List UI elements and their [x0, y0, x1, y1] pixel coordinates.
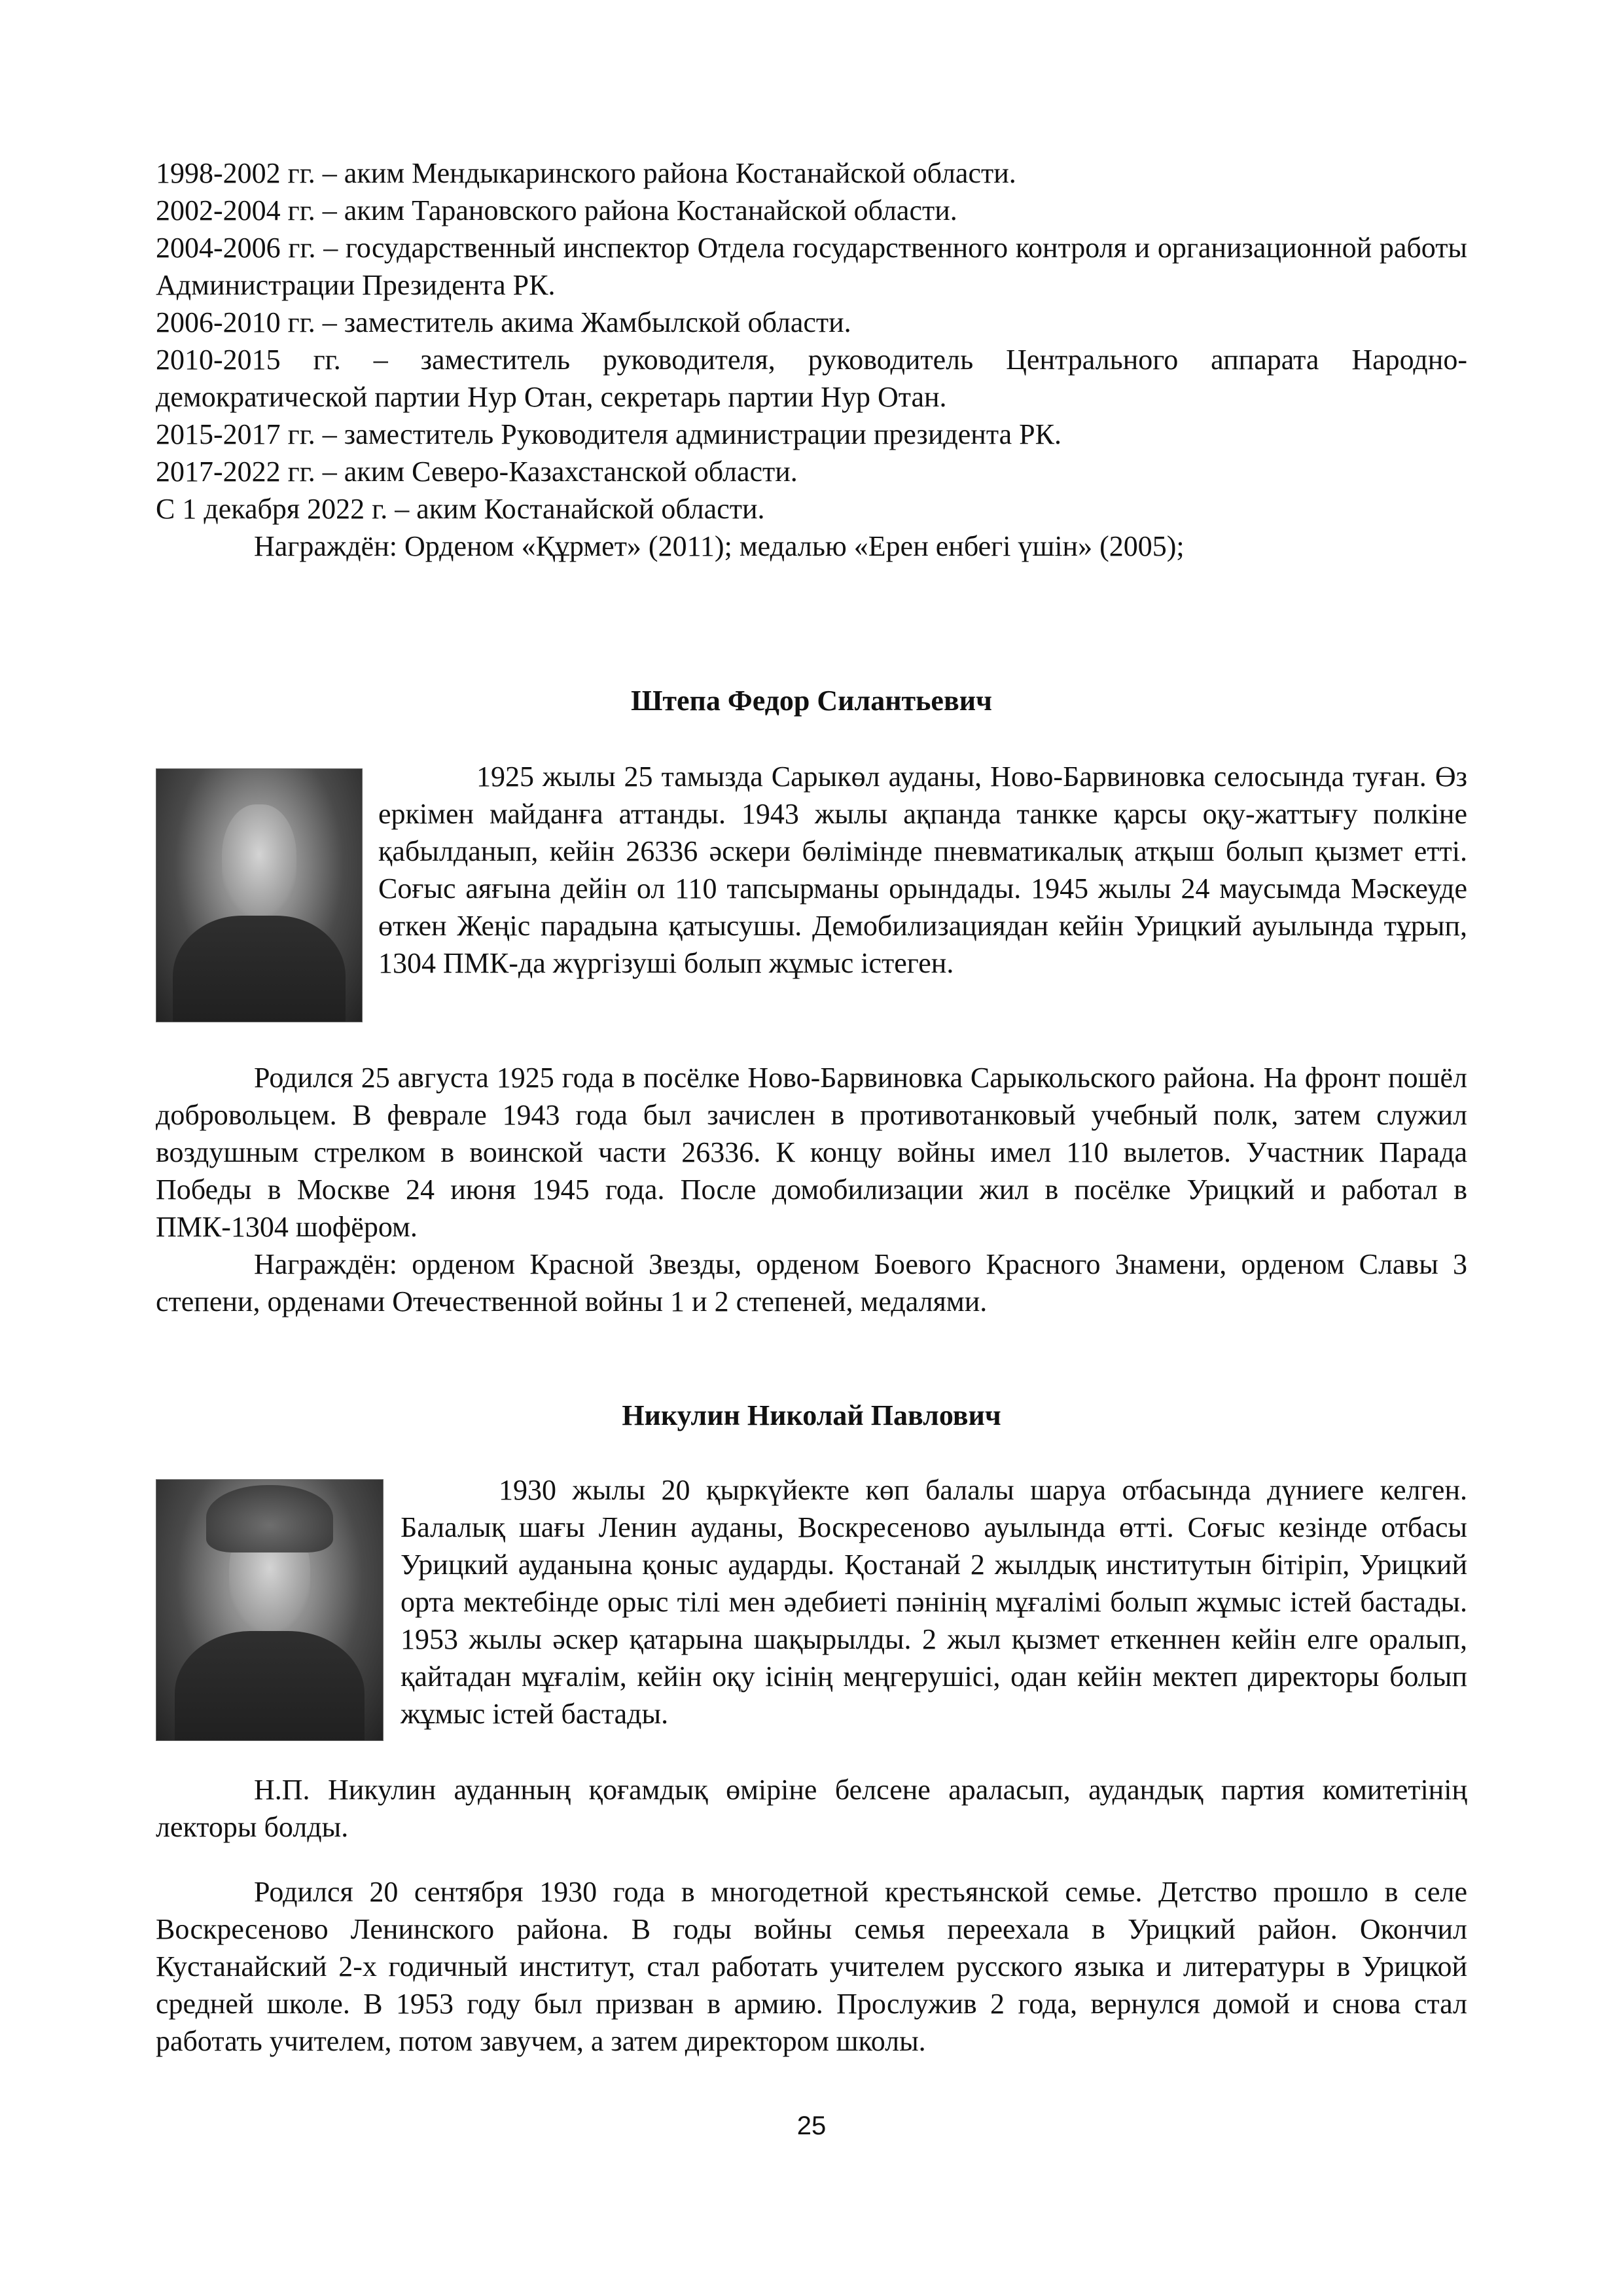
section-heading-shtepa: Штепа Федор Силантьевич — [631, 685, 992, 717]
portrait-photo-nikulin — [156, 1479, 383, 1741]
career-line: С 1 декабря 2022 г. – аким Костанайской области. — [156, 493, 765, 525]
career-paragraph: 2004-2006 гг. – государственный инспектор Отдела государственного контроля и организационной работы Администрации Президента РК. — [156, 232, 1467, 301]
section-heading-nikulin: Никулин Николай Павлович — [622, 1399, 1001, 1431]
bio-text: Родился 25 августа 1925 года в посёлке Ново-Барвиновка Сарыкольского района. На фронт пошёл добровольцем. В феврале 1943 года был зачислен в противотанковый учебный полк, затем служил воздушным стрелком в воинской части 26336. К концу войны имел 110 вылетов. Участник Парада Победы в Москве 24 июня 1945 года. После домобилизации жил в посёлке Урицкий и работал в ПМК-1304 шофёром. — [156, 1062, 1467, 1243]
career-line: 2002-2004 гг. – аким Тарановского района Костанайской области. — [156, 194, 957, 226]
career-line: 2006-2010 гг. – заместитель акима Жамбылской области. — [156, 306, 851, 338]
portrait-figure — [175, 1631, 365, 1741]
career-line: 1998-2002 гг. – аким Мендыкаринского района Костанайской области. — [156, 157, 1016, 189]
bio-kazakh-shtepa — [378, 758, 1467, 982]
portrait-hat — [206, 1485, 333, 1552]
awards-line: Награждён: Орденом «Құрмет» (2011); медалью «Ерен енбегі үшін» (2005); — [254, 530, 1185, 562]
portrait-figure — [173, 916, 346, 1022]
bio-kazakh-nikulin-extra — [156, 1771, 1467, 1846]
intro-career-list — [156, 154, 1467, 565]
bio-text: 1925 жылы 25 тамызда Сарыкөл ауданы, Ново-Барвиновка селосында туған. Өз еркімен майданға аттанды. 1943 жылы ақпанда танкке қарсы оқу-жаттығу полкіне қабылданып, кейін 26336 әскери бөлімінде пневматикалық атқыш болып қызмет етті. Соғыс аяғына дейін ол 110 тапсырманы орындады. 1945 жылы 24 маусымда Мәскеуде өткен Жеңіс парадына қатысушы. Демобилизациядан кейін Урицкий ауылында тұрып, 1304 ПМК-да жүргізуші болып жұмыс істеген. — [378, 761, 1467, 979]
bio-text: 1930 жылы 20 қыркүйекте көп балалы шаруа отбасында дүниеге келген. Балалық шағы Ленин ауданы, Воскресеново ауылында өтті. Соғыс кезінде отбасы Урицкий ауданына қоныс аударды. Қостанай 2 жылдық институтын бітіріп, Урицкий орта мектебінде орыс тілі мен әдебиеті пәнінің мұғалімі болып жұмыс істей бастады. 1953 жылы әскер қатарына шақырылды. 2 жыл қызмет еткеннен кейін елге оралып, қайтадан мұғалім, кейін оқу ісінің меңгерушісі, одан кейін мектеп директоры болып жұмыс істей бастады. — [401, 1474, 1467, 1730]
portrait-face — [222, 804, 296, 916]
bio-russian-nikulin — [156, 1873, 1467, 2060]
awards-text: Награждён: орденом Красной Звезды, орденом Боевого Красного Знамени, орденом Славы 3 степени, орденами Отечественной войны 1 и 2 степеней, медалями. — [156, 1248, 1467, 1318]
career-line: 2015-2017 гг. – заместитель Руководителя администрации президента РК. — [156, 418, 1061, 450]
bio-text: Родился 20 сентября 1930 года в многодетной крестьянской семье. Детство прошло в селе Воскресеново Ленинского района. В годы войны семья переехала в Урицкий район. Окончил Кустанайский 2-х годичный институт, стал работать учителем русского языка и литературы в Урицкой средней школе. В 1953 году был призван в армию. Прослужив 2 года, вернулся домой и снова стал работать учителем, потом завучем, а затем директором школы. — [156, 1876, 1467, 2057]
bio-text: Н.П. Никулин ауданның қоғамдық өміріне белсене араласып, аудандық партия комитетінің лекторы болды. — [156, 1774, 1467, 1843]
portrait-photo-shtepa — [156, 768, 363, 1022]
bio-russian-shtepa — [156, 1059, 1467, 1320]
page-number: 25 — [796, 2111, 827, 2140]
bio-kazakh-nikulin — [401, 1471, 1467, 1732]
career-line: 2017-2022 гг. – аким Северо-Казахстанской области. — [156, 456, 798, 488]
career-paragraph: 2010-2015 гг. – заместитель руководителя, руководитель Центрального аппарата Народно-демократической партии Нур Отан, секретарь партии Нур Отан. — [156, 344, 1467, 413]
